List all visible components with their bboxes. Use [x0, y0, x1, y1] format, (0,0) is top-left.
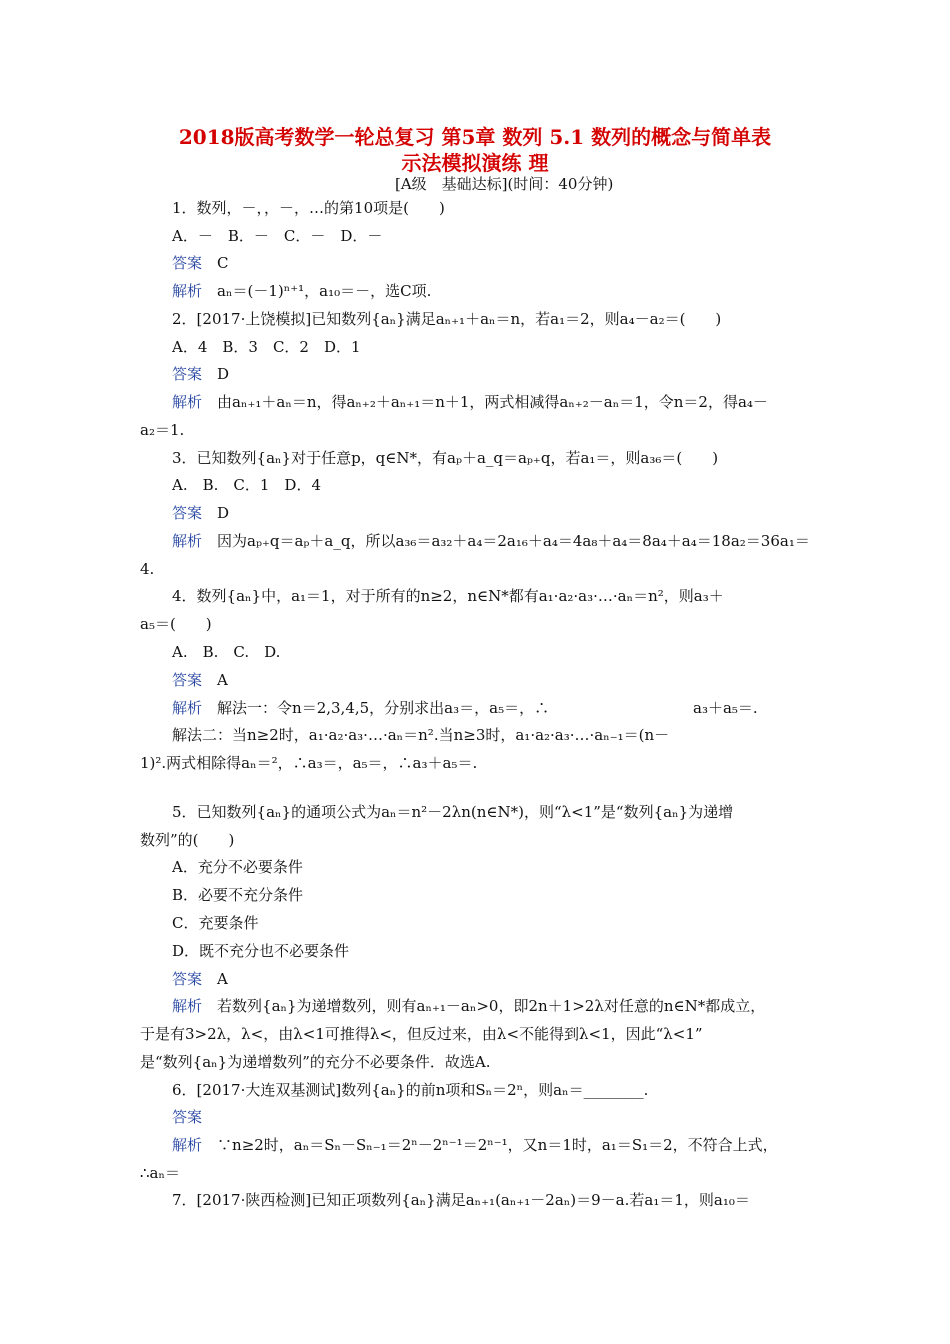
q4-stem-line-2: a₅＝( ) — [140, 615, 212, 633]
q1-answer-row — [172, 253, 229, 273]
q6-answer-row — [172, 1107, 202, 1127]
q1-analysis-row — [172, 281, 431, 301]
q5-option-a: A．充分不必要条件 — [172, 858, 303, 876]
q5-analysis-line-3: 是“数列{aₙ}为递增数列”的充分不必要条件．故选A. — [140, 1053, 491, 1071]
q3-answer-row — [172, 503, 229, 523]
analysis-label: 解析 — [172, 393, 203, 411]
answer-label: 答案 — [172, 1108, 203, 1126]
q5-analysis-line-1: 若数列{aₙ}为递增数列，则有aₙ₊₁－aₙ>0，即2n＋1>2λ对任意的n∈N*都成立， — [217, 997, 766, 1015]
q6-stem: 6．[2017·大连双基测试]数列{aₙ}的前n项和Sₙ＝2ⁿ，则aₙ＝________. — [172, 1081, 649, 1099]
q2-analysis-line-1: 由aₙ₊₁＋aₙ＝n，得aₙ₊₂＋aₙ₊₁＝n＋1，两式相减得aₙ₊₂－aₙ＝1，令n＝2，得a₄－ — [217, 393, 768, 411]
doc-title-line-1: 2018版高考数学一轮总复习 第5章 数列 5.1 数列的概念与简单表 — [178, 125, 772, 149]
analysis-label: 解析 — [172, 532, 203, 550]
q5-answer-row — [172, 969, 228, 989]
q6-analysis-line-2: ∴aₙ＝ — [140, 1164, 180, 1182]
q4-stem-line-1: 4．数列{aₙ}中，a₁＝1，对于所有的n≥2，n∈N*都有a₁·a₂·a₃·…·aₙ＝n²，则a₃＋ — [172, 587, 724, 605]
q3-analysis-line-2: 4. — [140, 560, 155, 578]
analysis-label: 解析 — [172, 699, 203, 717]
q4-analysis-line-1b: a₃＋a₅＝. — [693, 699, 758, 717]
q4-analysis-line-3: 1)².两式相除得aₙ＝²，∴a₃＝，a₅＝，∴a₃＋a₅＝. — [140, 754, 478, 772]
q6-analysis-line-1: ∵n≥2时，aₙ＝Sₙ－Sₙ₋₁＝2ⁿ－2ⁿ⁻¹＝2ⁿ⁻¹，又n＝1时，a₁＝S₁＝2，不符合上式， — [217, 1136, 778, 1154]
answer-label: 答案 — [172, 970, 203, 988]
q3-stem: 3．已知数列{aₙ}对于任意p，q∈N*，有aₚ＋a_q＝aₚ₊q，若a₁＝，则a₃₆＝( ) — [172, 449, 719, 467]
q7-stem: 7．[2017·陕西检测]已知正项数列{aₙ}满足aₙ₊₁(aₙ₊₁－2aₙ)＝9－a.若a₁＝1，则a₁₀＝ — [172, 1191, 750, 1209]
q5-option-c: C．充要条件 — [172, 914, 259, 932]
doc-title-line-2: 示法模拟演练 理 — [401, 151, 549, 175]
q3-answer: D — [217, 504, 230, 522]
q3-analysis-row — [172, 531, 810, 551]
q4-options: A. B. C. D. — [172, 643, 281, 661]
q5-stem-line-1: 5．已知数列{aₙ}的通项公式为aₙ＝n²－2λn(n∈N*)，则“λ<1”是“数列{aₙ}为递增 — [172, 803, 734, 821]
q2-answer-row — [172, 364, 229, 384]
q4-analysis-row — [172, 698, 549, 718]
q1-options: A．－ B．－ C．－ D．－ — [172, 227, 383, 245]
q5-analysis-line-2: 于是有3>2λ，λ<，由λ<1可推得λ<，但反过来，由λ<不能得到λ<1，因此“λ<1” — [140, 1025, 703, 1043]
q4-analysis-line-1a: 解法一：令n＝2,3,4,5，分别求出a₃＝，a₅＝，∴ — [217, 699, 550, 717]
q4-analysis-line-2: 解法二：当n≥2时，a₁·a₂·a₃·…·aₙ＝n².当n≥3时，a₁·a₂·a₃·…·aₙ₋₁＝(n－ — [172, 726, 670, 744]
q6-analysis-row — [172, 1135, 778, 1155]
q2-analysis-line-2: a₂＝1. — [140, 421, 185, 439]
level-header: [A级 基础达标](时间：40分钟) — [395, 175, 614, 193]
q3-analysis-line-1: 因为aₚ₊q＝aₚ＋a_q，所以a₃₆＝a₃₂＋a₄＝2a₁₆＋a₄＝4a₈＋a₄＝8a₄＋a₄＝18a₂＝36a₁＝ — [217, 532, 810, 550]
analysis-label: 解析 — [172, 997, 203, 1015]
q5-option-b: B．必要不充分条件 — [172, 886, 304, 904]
answer-label: 答案 — [172, 254, 203, 272]
q5-stem-line-2: 数列”的( ) — [140, 831, 235, 849]
q5-option-d: D．既不充分也不必要条件 — [172, 942, 350, 960]
analysis-label: 解析 — [172, 1136, 203, 1154]
q2-stem: 2．[2017·上饶模拟]已知数列{aₙ}满足aₙ₊₁＋aₙ＝n，若a₁＝2，则a₄－a₂＝( ) — [172, 310, 722, 328]
q5-answer: A — [217, 970, 228, 988]
q1-analysis: aₙ＝(－1)ⁿ⁺¹，a₁₀＝－，选C项. — [217, 282, 432, 300]
answer-label: 答案 — [172, 365, 203, 383]
q3-options: A. B. C．1 D．4 — [172, 476, 321, 494]
analysis-label: 解析 — [172, 282, 203, 300]
answer-label: 答案 — [172, 504, 203, 522]
q1-stem: 1．数列，－，，－，…的第10项是( ) — [172, 199, 445, 217]
q4-answer-row — [172, 670, 228, 690]
q4-answer: A — [217, 671, 228, 689]
q2-answer: D — [217, 365, 230, 383]
q2-options: A．4 B．3 C．2 D．1 — [172, 338, 361, 356]
answer-label: 答案 — [172, 671, 203, 689]
q1-answer: C — [217, 254, 229, 272]
q2-analysis-row — [172, 392, 768, 412]
q5-analysis-row — [172, 996, 765, 1016]
